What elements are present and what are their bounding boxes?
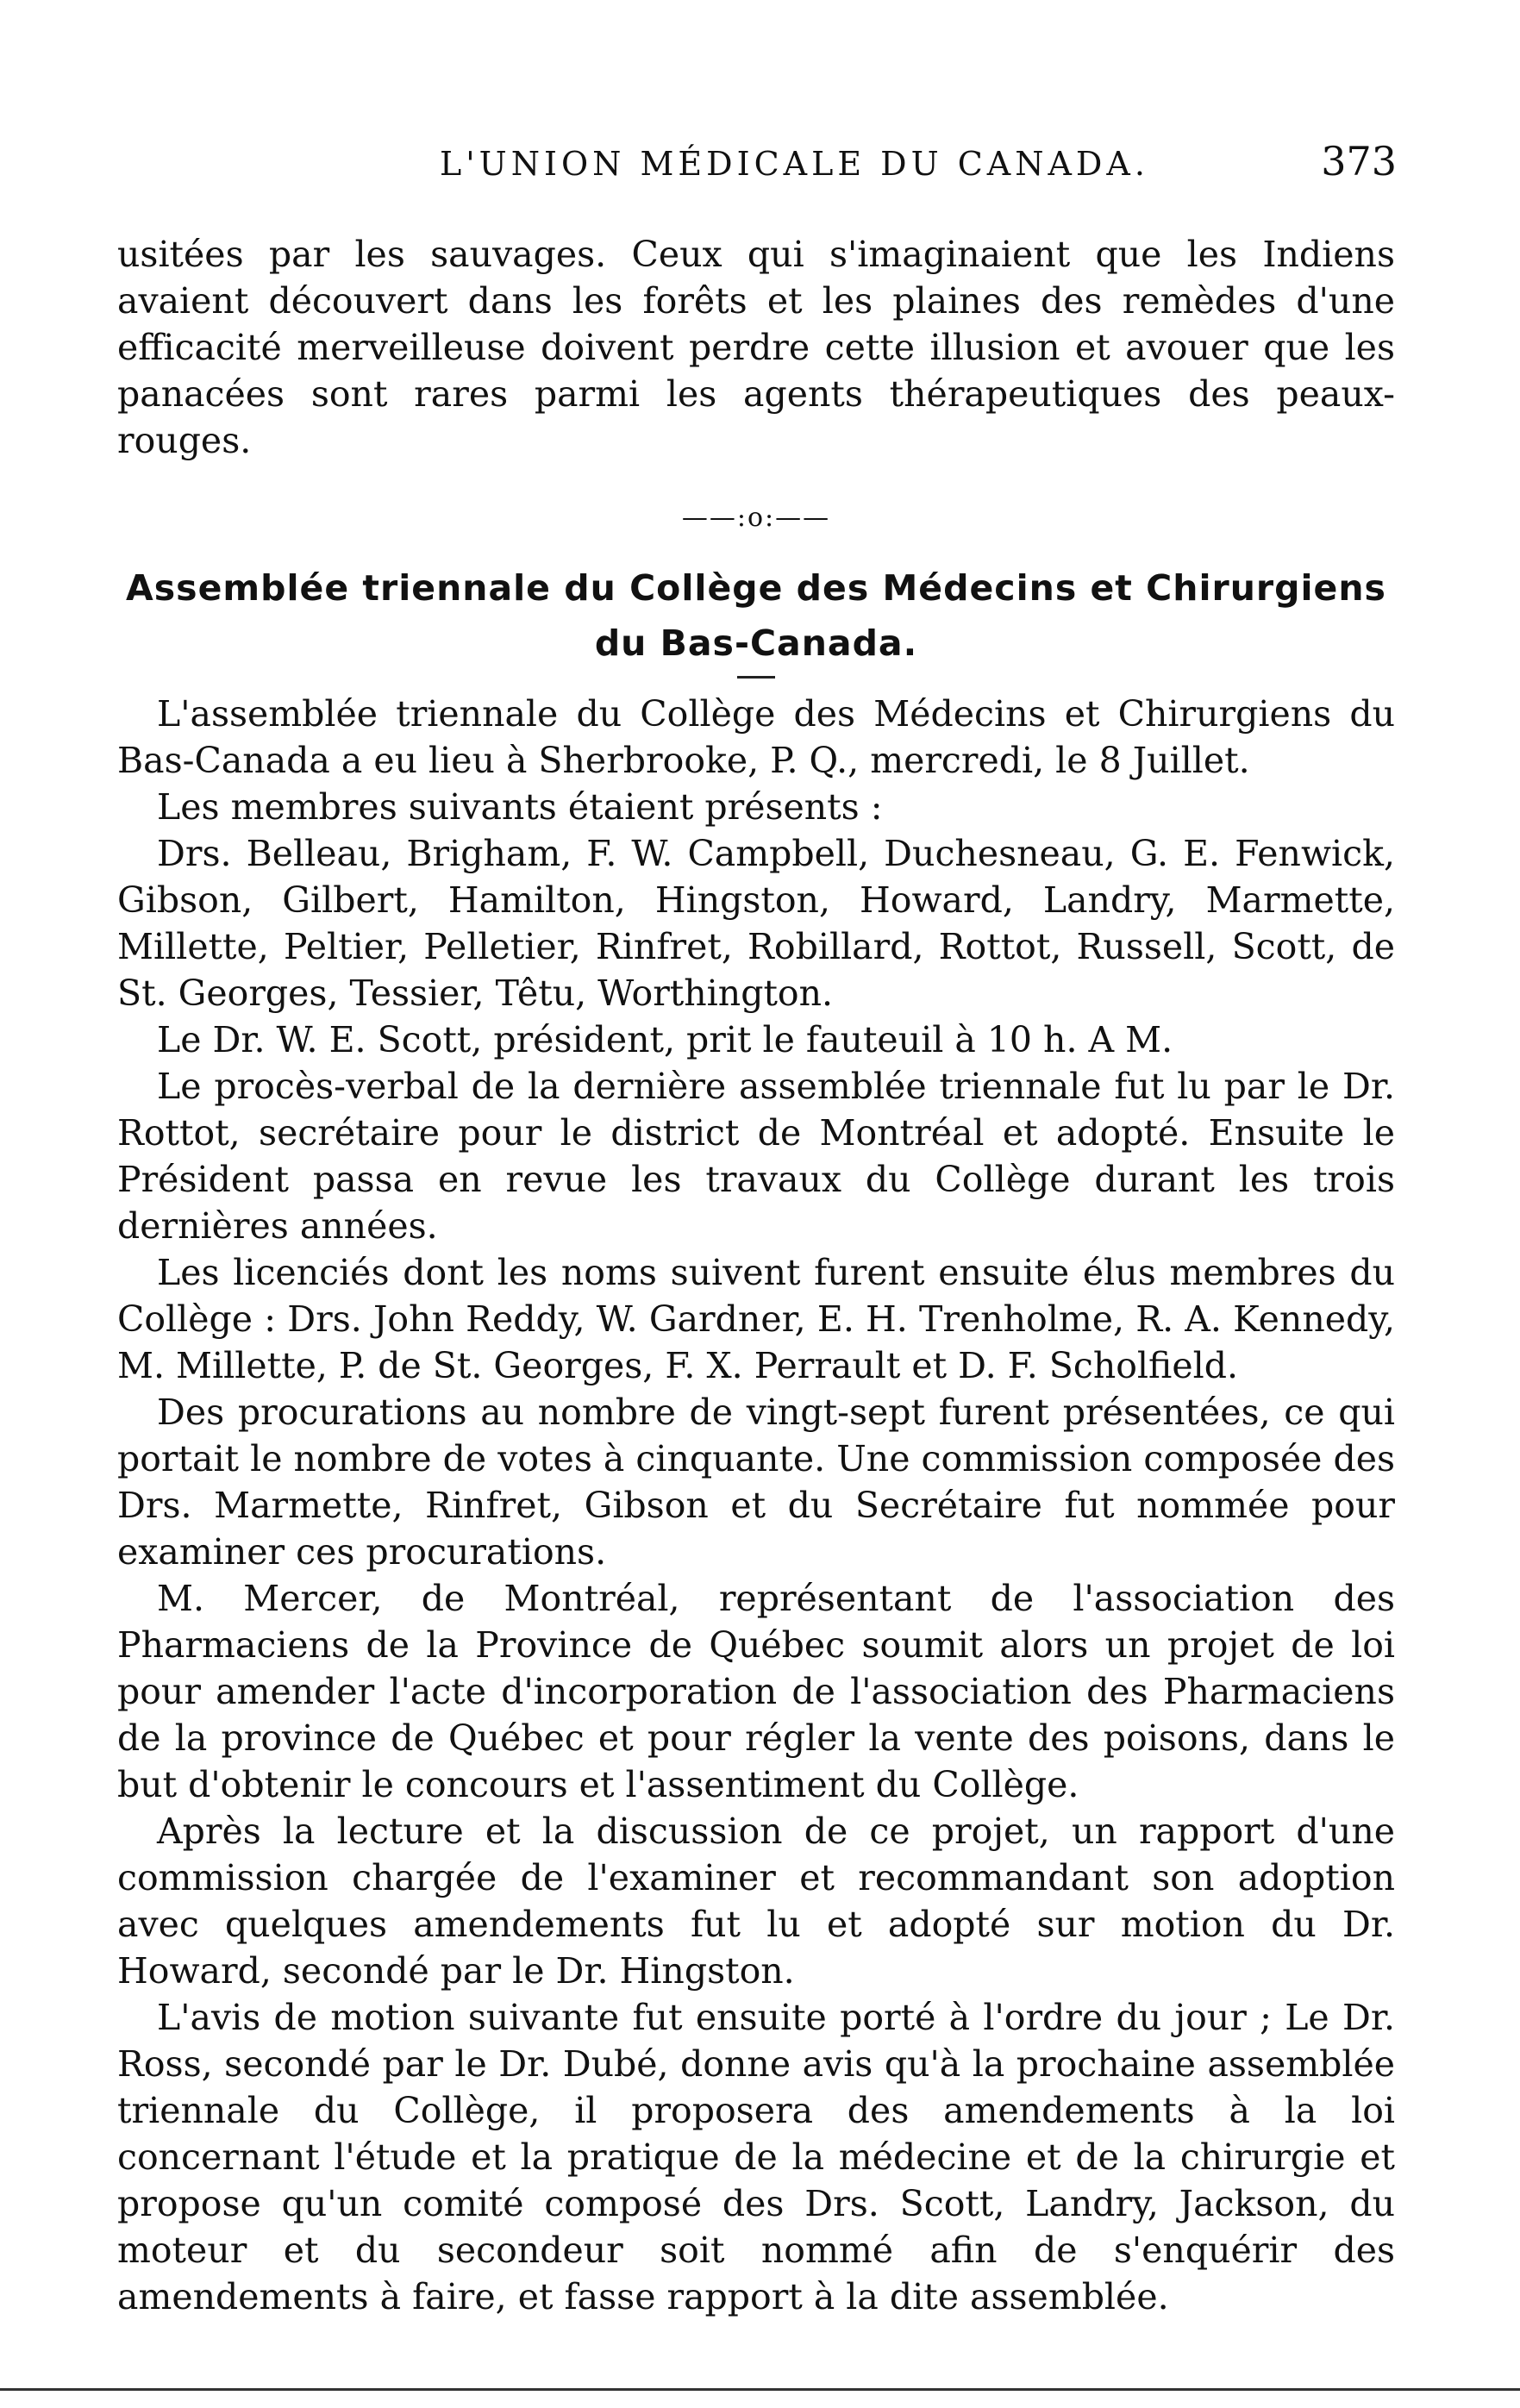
- running-header: [121, 138, 1397, 190]
- article-body: [117, 231, 1395, 2320]
- paragraph-notice-of-motion: L'avis de motion suivante fut ensuite porté à l'ordre du jour ; Le Dr. Ross, secondé par le Dr. Dubé, donne avis qu'à la prochaine assemblée triennale du Collège, il proposera des amendements à la loi concernant l'étude et la pratique de la médecine et de la chirurgie et propose qu'un comité composé des Drs. Scott, Landry, Jackson, du moteur et du secondeur soit nommé afin de s'enquérir des amendements à faire, et fasse rapport à la dite assemblée.: [117, 1997, 1395, 2317]
- journal-title: L'UNION MÉDICALE DU CANADA.: [440, 145, 1149, 183]
- opening-paragraph: usitées par les sauvages. Ceux qui s'imaginaient que les Indiens avaient découvert dans les forêts et les plaines des remèdes d'une efficacité merveilleuse doivent perdre cette illusion et avouer que les panacées sont rares parmi les agents thérapeutiques des peaux-rouges.: [117, 234, 1395, 461]
- page-bottom-rule: [0, 2388, 1520, 2391]
- paragraph-assembly-intro: L'assemblée triennale du Collège des Médecins et Chirurgiens du Bas-Canada a eu lieu à Sherbrooke, P. Q., mercredi, le 8 Juillet.: [117, 693, 1395, 781]
- paragraph-chair: Le Dr. W. E. Scott, président, prit le fauteuil à 10 h. A M.: [157, 1019, 1173, 1060]
- paragraph-members-present: Les membres suivants étaient présents :: [157, 786, 883, 828]
- section-heading: Assemblée triennale du Collège des Médecins et Chirurgiens du Bas-Canada.: [126, 567, 1386, 664]
- paragraph-member-list: Drs. Belleau, Brigham, F. W. Campbell, Duchesneau, G. E. Fenwick, Gibson, Gilbert, Hamilton, Hingston, Howard, Landry, Marmette, Millette, Peltier, Pelletier, Rinfret, Robillard, Rottot, Russell, Scott, de St. Georges, Tessier, Têtu, Worthington.: [117, 833, 1395, 1014]
- paragraph-proxies: Des procurations au nombre de vingt-sept furent présentées, ce qui portait le nombre de votes à cinquante. Une commission composée des Drs. Marmette, Rinfret, Gibson et du Secrétaire fut nommée pour examiner ces procurations.: [117, 1392, 1395, 1573]
- paragraph-new-members: Les licenciés dont les noms suivent furent ensuite élus membres du Collège : Drs. John Reddy, W. Gardner, E. H. Trenholme, R. A. Kennedy, M. Millette, P. de St. Georges, F. X. Perrault et D. F. Scholfield.: [117, 1252, 1395, 1386]
- paragraph-pharmacists-bill: M. Mercer, de Montréal, représentant de l'association des Pharmaciens de la Province de Québec soumit alors un projet de loi pour amender l'acte d'incorporation de l'association des Pharmaciens de la province de Québec et pour régler la vente des poisons, dans le but d'obtenir le concours et l'assentiment du Collège.: [117, 1578, 1395, 1805]
- paragraph-report-adopted: Après la lecture et la discussion de ce projet, un rapport d'une commission chargée de l'examiner et recommandant son adoption avec quelques amendements fut lu et adopté sur motion du Dr. Howard, secondé par le Dr. Hingston.: [117, 1811, 1395, 1992]
- heading-rule: [737, 676, 775, 679]
- paragraph-minutes: Le procès-verbal de la dernière assemblée triennale fut lu par le Dr. Rottot, secrétaire pour le district de Montréal et adopté. Ensuite le Président passa en revue les travaux du Collège durant les trois dernières années.: [117, 1066, 1395, 1247]
- section-separator: ——:o:——: [681, 503, 831, 533]
- page-number: 373: [1321, 138, 1397, 185]
